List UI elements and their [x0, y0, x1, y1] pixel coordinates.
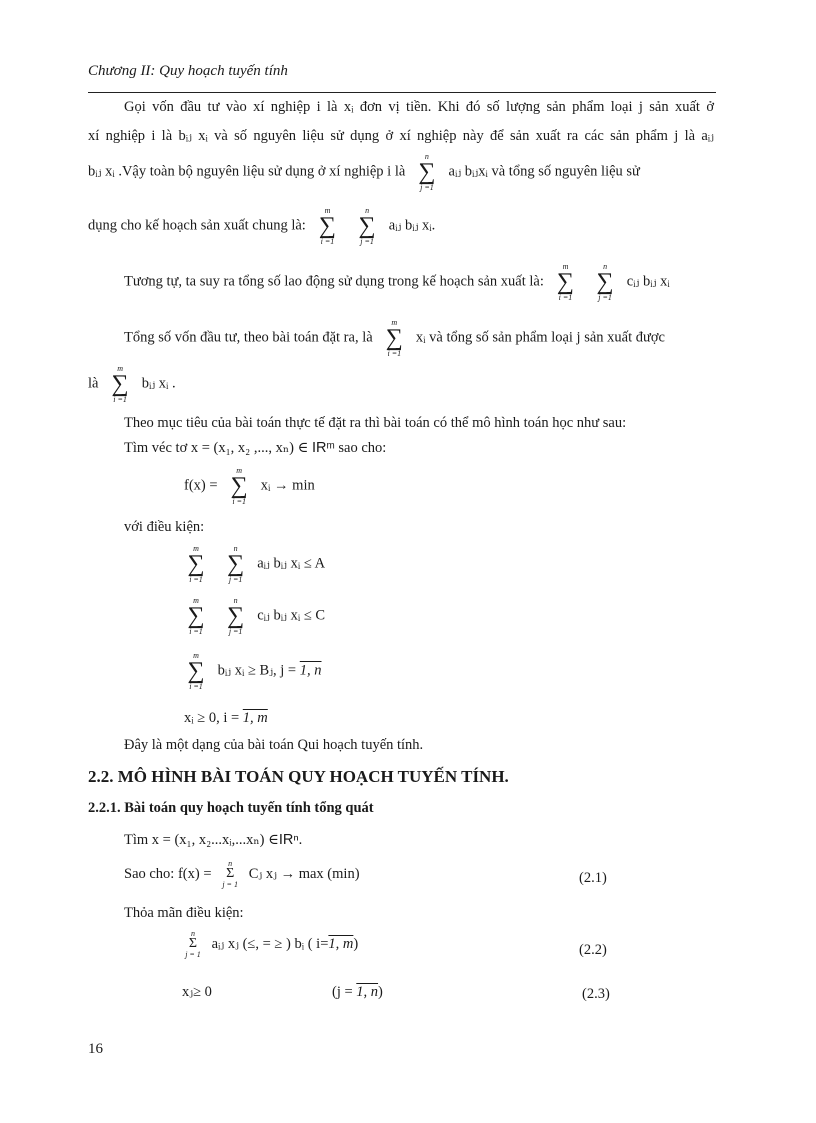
paragraph-line [124, 440, 386, 457]
constraint-row [178, 930, 358, 959]
sum-operator [108, 364, 132, 404]
sum-lower-limit: i =1 [558, 293, 573, 302]
sum-symbol: ∑ [556, 269, 575, 295]
text-fragment: bᵢⱼ xᵢ . [141, 375, 176, 392]
sum-symbol: ∑ [187, 603, 205, 629]
constraint-row [178, 596, 325, 636]
paragraph-line [88, 152, 714, 192]
sum-lower-limit: j =1 [228, 627, 243, 636]
sum-symbol: ∑ [418, 159, 436, 185]
sum-symbol: ∑ [358, 213, 376, 239]
constraint-expression: bᵢⱼ xᵢ ≥ Bⱼ, j = [217, 662, 297, 679]
sum-symbol: ∑ [111, 371, 129, 397]
chapter-header: Chương II: Quy hoạch tuyến tính [88, 63, 288, 79]
paragraph-line: Gọi vốn đầu tư vào xí nghiệp i là xᵢ đơn vị tiền. Khi đó số lượng sản phẩm loại j sản xuất ở [124, 99, 714, 115]
text-fragment: cᵢⱼ bᵢⱼ xᵢ [626, 273, 670, 290]
sum-symbol: ∑ [187, 551, 205, 577]
constraint-expression: aᵢⱼ xⱼ (≤, = ≥ ) bᵢ ( i= [211, 935, 329, 952]
text-fragment: Sao cho: f(x) = [124, 865, 212, 882]
sum-operator [182, 930, 204, 959]
text-fragment: Tổng số vốn đầu tư, theo bài toán đặt ra, là [124, 329, 373, 346]
sum-lower-limit: j =1 [598, 293, 612, 302]
constraint-row [178, 651, 322, 691]
text-fragment: Tương tự, ta suy ra tổng số lao động sử dụng trong kế hoạch sản xuất là: [124, 273, 544, 290]
sum-symbol: ∑ [596, 269, 614, 295]
subsection-title: 2.2.1. Bài toán quy hoạch tuyến tính tổng quát [88, 800, 374, 816]
sum-upper-limit: m [324, 206, 331, 215]
sum-operator [553, 262, 577, 302]
sum-upper-limit: n [233, 544, 238, 553]
sum-upper-limit: m [236, 466, 243, 475]
sum-lower-limit: i =1 [189, 627, 203, 636]
text-fragment: Tìm véc tơ x = (x₁, x₂ ,..., xₙ) ∈ [124, 440, 309, 456]
sum-upper-limit: m [562, 262, 569, 271]
sum-operator [382, 318, 406, 358]
sum-operator [593, 262, 617, 302]
sum-upper-limit: n [191, 929, 195, 938]
constraint-expression: cᵢⱼ bᵢⱼ xᵢ ≤ C [257, 607, 326, 624]
sum-lower-limit: i =1 [387, 349, 402, 358]
text-fragment: bᵢⱼ xᵢ .Vậy toàn bộ nguyên liệu sử dụng ở xí nghiệp i là [88, 163, 406, 180]
index-range: 1, n [299, 662, 322, 679]
sum-operator [227, 466, 251, 506]
sum-upper-limit: n [233, 596, 238, 605]
sum-symbol: ∑ [187, 658, 205, 684]
index-range: 1, n [356, 984, 379, 1000]
sum-lower-limit: i =1 [320, 237, 335, 246]
sum-upper-limit: n [228, 859, 233, 868]
sum-operator [224, 544, 248, 584]
paragraph-line [88, 206, 435, 246]
text-fragment: Tìm x = (x₁, x₂...xᵢ,...xₙ) ∈ [124, 832, 279, 848]
paragraph-line [124, 262, 670, 302]
real-space-symbol: IRᵐ [311, 440, 335, 456]
sum-upper-limit: m [391, 318, 398, 327]
sum-operator [184, 651, 208, 691]
sum-operator [224, 596, 248, 636]
sum-upper-limit: m [117, 364, 123, 373]
text-fragment: là [88, 375, 99, 392]
text-fragment: aᵢⱼ bᵢⱼxᵢ và tổng số nguyên liệu sử [448, 163, 640, 180]
sum-upper-limit: n [365, 206, 370, 215]
objective-row [124, 860, 360, 889]
paragraph-line: xí nghiệp i là bᵢⱼ xᵢ và số nguyên liệu sử dụng ở xí nghiệp này để sản xuất ra các sản phẩm j là aᵢⱼ [88, 128, 714, 144]
sum-lower-limit: j = 1 [185, 950, 201, 959]
header-divider [88, 92, 716, 93]
paragraph-line: Thỏa mãn điều kiện: [124, 905, 244, 921]
equation-number: (2.3) [582, 986, 610, 1002]
sum-operator [184, 544, 208, 584]
text-fragment: (j = [332, 984, 353, 1000]
index-range: 1, m [242, 710, 268, 726]
paragraph-line [88, 364, 176, 404]
sum-lower-limit: i =1 [232, 497, 246, 506]
section-title: 2.2. MÔ HÌNH BÀI TOÁN QUY HOẠCH TUYẾN TÍNH. [88, 767, 509, 786]
equation-number: (2.1) [579, 870, 607, 886]
sum-operator [415, 152, 439, 192]
constraint-row [178, 544, 325, 584]
constraint-label: với điều kiện: [124, 519, 205, 535]
paragraph-line [124, 832, 302, 849]
sum-symbol: ∑ [385, 325, 403, 351]
objective-lhs: f(x) = [184, 477, 218, 494]
text-fragment: . [298, 832, 303, 848]
sum-lower-limit: j =1 [228, 575, 243, 584]
sum-symbol: Σ [226, 866, 235, 881]
index-range: 1, m [328, 935, 354, 952]
constraint-range [332, 984, 383, 1001]
sum-operator [315, 206, 339, 246]
text-fragment: ) [378, 984, 383, 1000]
sum-lower-limit: i =1 [189, 575, 203, 584]
sum-lower-limit: i =1 [113, 395, 127, 404]
constraint-expression: ) [353, 935, 359, 952]
sum-symbol: ∑ [318, 213, 337, 239]
constraint-expression: xⱼ≥ 0 [182, 984, 212, 1000]
sum-operator [355, 206, 379, 246]
equation-number: (2.2) [579, 942, 607, 958]
objective-function [184, 466, 315, 506]
sum-symbol: ∑ [227, 551, 245, 577]
paragraph-line: Theo mục tiêu của bài toán thực tế đặt ra thì bài toán có thể mô hình toán học như sau: [124, 415, 627, 431]
sum-upper-limit: n [424, 152, 429, 161]
sum-symbol: ∑ [230, 473, 248, 499]
conclusion-text: Đây là một dạng của bài toán Qui hoạch tuyến tính. [124, 737, 424, 753]
sum-upper-limit: m [193, 544, 199, 553]
text-fragment: aᵢⱼ bᵢⱼ xᵢ. [388, 217, 436, 234]
text-fragment: dụng cho kế hoạch sản xuất chung là: [88, 217, 306, 234]
constraint-expression: xᵢ ≥ 0, i = [184, 710, 240, 726]
text-fragment: xᵢ và tổng số sản phẩm loại j sản xuất được [415, 329, 665, 346]
sum-operator [219, 860, 241, 889]
text-fragment: sao cho: [338, 440, 387, 456]
sum-symbol: Σ [188, 936, 198, 951]
sum-lower-limit: j =1 [420, 183, 434, 192]
sum-lower-limit: j =1 [360, 237, 374, 246]
real-space-symbol: IRⁿ [278, 832, 299, 848]
paragraph-line [124, 318, 665, 358]
sum-operator [184, 596, 208, 636]
text-fragment: Cⱼ xⱼ → max (min) [248, 865, 360, 882]
sum-upper-limit: m [193, 651, 199, 660]
sum-upper-limit: m [193, 596, 199, 605]
page-number: 16 [88, 1041, 103, 1057]
sum-symbol: ∑ [227, 603, 245, 629]
constraint-expression: aᵢⱼ bᵢⱼ xᵢ ≤ A [257, 555, 326, 572]
constraint-row [184, 710, 268, 727]
sum-lower-limit: i =1 [189, 682, 203, 691]
sum-upper-limit: n [603, 262, 608, 271]
sum-lower-limit: j = 1 [222, 880, 238, 889]
objective-rhs: xᵢ → min [260, 477, 315, 494]
